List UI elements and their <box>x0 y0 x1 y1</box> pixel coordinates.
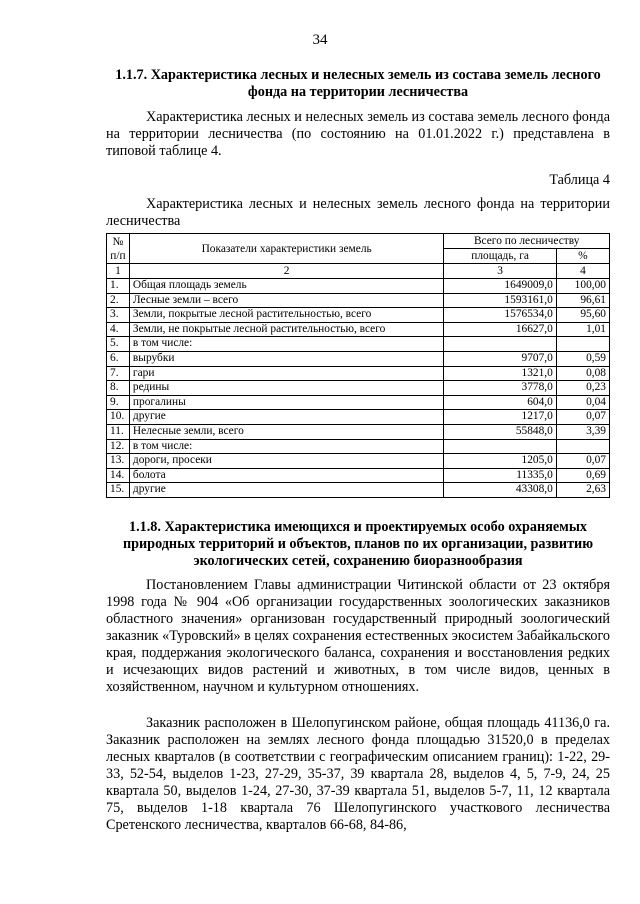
row-indicator-cell: Земли, не покрытые лесной растительностью, всего <box>129 322 443 337</box>
table-row <box>107 381 610 396</box>
header-pct: % <box>556 249 609 264</box>
row-indicator-cell: в том числе: <box>129 439 443 454</box>
col-number: 1 <box>107 264 130 279</box>
row-pct-cell: 3,39 <box>556 424 609 439</box>
row-pct-cell: 0,23 <box>556 381 609 396</box>
table-row <box>107 454 610 469</box>
table-row <box>107 337 610 352</box>
page-number: 34 <box>312 32 328 48</box>
row-area-cell: 1205,0 <box>444 454 556 469</box>
row-number-cell: 6. <box>107 351 130 366</box>
table-row <box>107 308 610 323</box>
row-area-cell: 1649009,0 <box>444 279 556 294</box>
table-row <box>107 424 610 439</box>
row-number-cell: 14. <box>107 468 130 483</box>
row-number-cell: 13. <box>107 454 130 469</box>
row-indicator-cell: Нелесные земли, всего <box>129 424 443 439</box>
table-caption: Характеристика лесных и нелесных земель лесного фонда на территории лесничества <box>106 196 610 229</box>
row-number-cell: 11. <box>107 424 130 439</box>
table-row <box>107 395 610 410</box>
land-characteristics-table <box>106 233 610 498</box>
row-pct-cell: 0,08 <box>556 366 609 381</box>
row-indicator-cell: другие <box>129 410 443 425</box>
row-area-cell: 11335,0 <box>444 468 556 483</box>
row-number-cell: 2. <box>107 293 130 308</box>
header-total: Всего по лесничеству <box>444 234 610 249</box>
row-pct-cell: 0,04 <box>556 395 609 410</box>
section-118-paragraph-2: Заказник расположен в Шелопугинском районе, общая площадь 41136,0 га. Заказник расположен на землях лесного фонда площадью 31520,0 в пределах лесных кварталов (в соответствии с географическим описанием границ): 1-22, 29-33, 52-54, выделов 1-23, 27-29, 35-37, 39 квартала 28, выделов 4, 5, 7-9, 24, 25 квартала 50, выделов 1-24, 27-30, 37-39 квартала 51, выделов 5-7, 11, 12 квартала 75, выделов 1-18 квартала 76 Шелопугинского участкового лесничества Сретенского лесничества, кварталов 66-68, 84-86, <box>106 715 610 833</box>
row-indicator-cell: Общая площадь земель <box>129 279 443 294</box>
row-indicator-cell: Лесные земли – всего <box>129 293 443 308</box>
row-pct-cell: 96,61 <box>556 293 609 308</box>
row-indicator-cell: другие <box>129 483 443 498</box>
table-row <box>107 351 610 366</box>
table-row <box>107 366 610 381</box>
row-area-cell <box>444 337 556 352</box>
section-118-title: 1.1.8. Характеристика имеющихся и проектируемых особо охраняемых природных территорий и объектов, планов по их организации, развитию экологических сетей, сохранению биоразнообразия <box>122 519 594 569</box>
row-pct-cell: 100,00 <box>556 279 609 294</box>
row-number-cell: 9. <box>107 395 130 410</box>
row-number-cell: 7. <box>107 366 130 381</box>
row-number-cell: 3. <box>107 308 130 323</box>
col-number: 2 <box>129 264 443 279</box>
row-pct-cell: 0,69 <box>556 468 609 483</box>
row-number-cell: 1. <box>107 279 130 294</box>
row-area-cell <box>444 439 556 454</box>
row-pct-cell <box>556 439 609 454</box>
col-number: 4 <box>556 264 609 279</box>
row-area-cell: 3778,0 <box>444 381 556 396</box>
row-indicator-cell: Земли, покрытые лесной растительностью, всего <box>129 308 443 323</box>
row-area-cell: 9707,0 <box>444 351 556 366</box>
row-pct-cell: 0,07 <box>556 410 609 425</box>
table-row <box>107 322 610 337</box>
row-pct-cell: 0,07 <box>556 454 609 469</box>
table-row <box>107 483 610 498</box>
col-number: 3 <box>444 264 556 279</box>
table-row <box>107 279 610 294</box>
row-area-cell: 55848,0 <box>444 424 556 439</box>
row-indicator-cell: гари <box>129 366 443 381</box>
table-row <box>107 293 610 308</box>
section-118-paragraph-1: Постановлением Главы администрации Читинской области от 23 октября 1998 года № 904 «Об организации государственных зоологических заказников областного значения» организован государственный природный зоологический заказник «Туровский» в целях сохранения естественных экосистем Забайкальского края, поддержания экологического баланса, сохранения и восстановления редких и исчезающих видов растений и животных, в том числе видов, ценных в хозяйственном, научном и культурном отношениях. <box>106 577 610 695</box>
table-row <box>107 468 610 483</box>
header-no: № п/п <box>107 234 130 264</box>
row-pct-cell: 95,60 <box>556 308 609 323</box>
header-indicator: Показатели характеристики земель <box>129 234 443 264</box>
row-indicator-cell: болота <box>129 468 443 483</box>
row-number-cell: 12. <box>107 439 130 454</box>
row-indicator-cell: прогалины <box>129 395 443 410</box>
row-area-cell: 1593161,0 <box>444 293 556 308</box>
row-pct-cell <box>556 337 609 352</box>
row-pct-cell: 1,01 <box>556 322 609 337</box>
header-area: площадь, га <box>444 249 556 264</box>
row-number-cell: 8. <box>107 381 130 396</box>
row-number-cell: 5. <box>107 337 130 352</box>
row-area-cell: 16627,0 <box>444 322 556 337</box>
row-indicator-cell: редины <box>129 381 443 396</box>
row-number-cell: 4. <box>107 322 130 337</box>
table-row <box>107 410 610 425</box>
table-label: Таблица 4 <box>549 172 610 188</box>
row-indicator-cell: в том числе: <box>129 337 443 352</box>
row-pct-cell: 0,59 <box>556 351 609 366</box>
row-indicator-cell: дороги, просеки <box>129 454 443 469</box>
row-area-cell: 604,0 <box>444 395 556 410</box>
row-pct-cell: 2,63 <box>556 483 609 498</box>
section-117-paragraph: Характеристика лесных и нелесных земель из состава земель лесного фонда на территории лесничества (по состоянию на 01.01.2022 г.) представлена в типовой таблице 4. <box>106 109 610 159</box>
row-area-cell: 1217,0 <box>444 410 556 425</box>
row-area-cell: 43308,0 <box>444 483 556 498</box>
row-number-cell: 10. <box>107 410 130 425</box>
table-row <box>107 439 610 454</box>
row-number-cell: 15. <box>107 483 130 498</box>
section-117-title: 1.1.7. Характеристика лесных и нелесных земель из состава земель лесного фонда на территории лесничества <box>115 67 601 100</box>
row-indicator-cell: вырубки <box>129 351 443 366</box>
row-area-cell: 1321,0 <box>444 366 556 381</box>
row-area-cell: 1576534,0 <box>444 308 556 323</box>
